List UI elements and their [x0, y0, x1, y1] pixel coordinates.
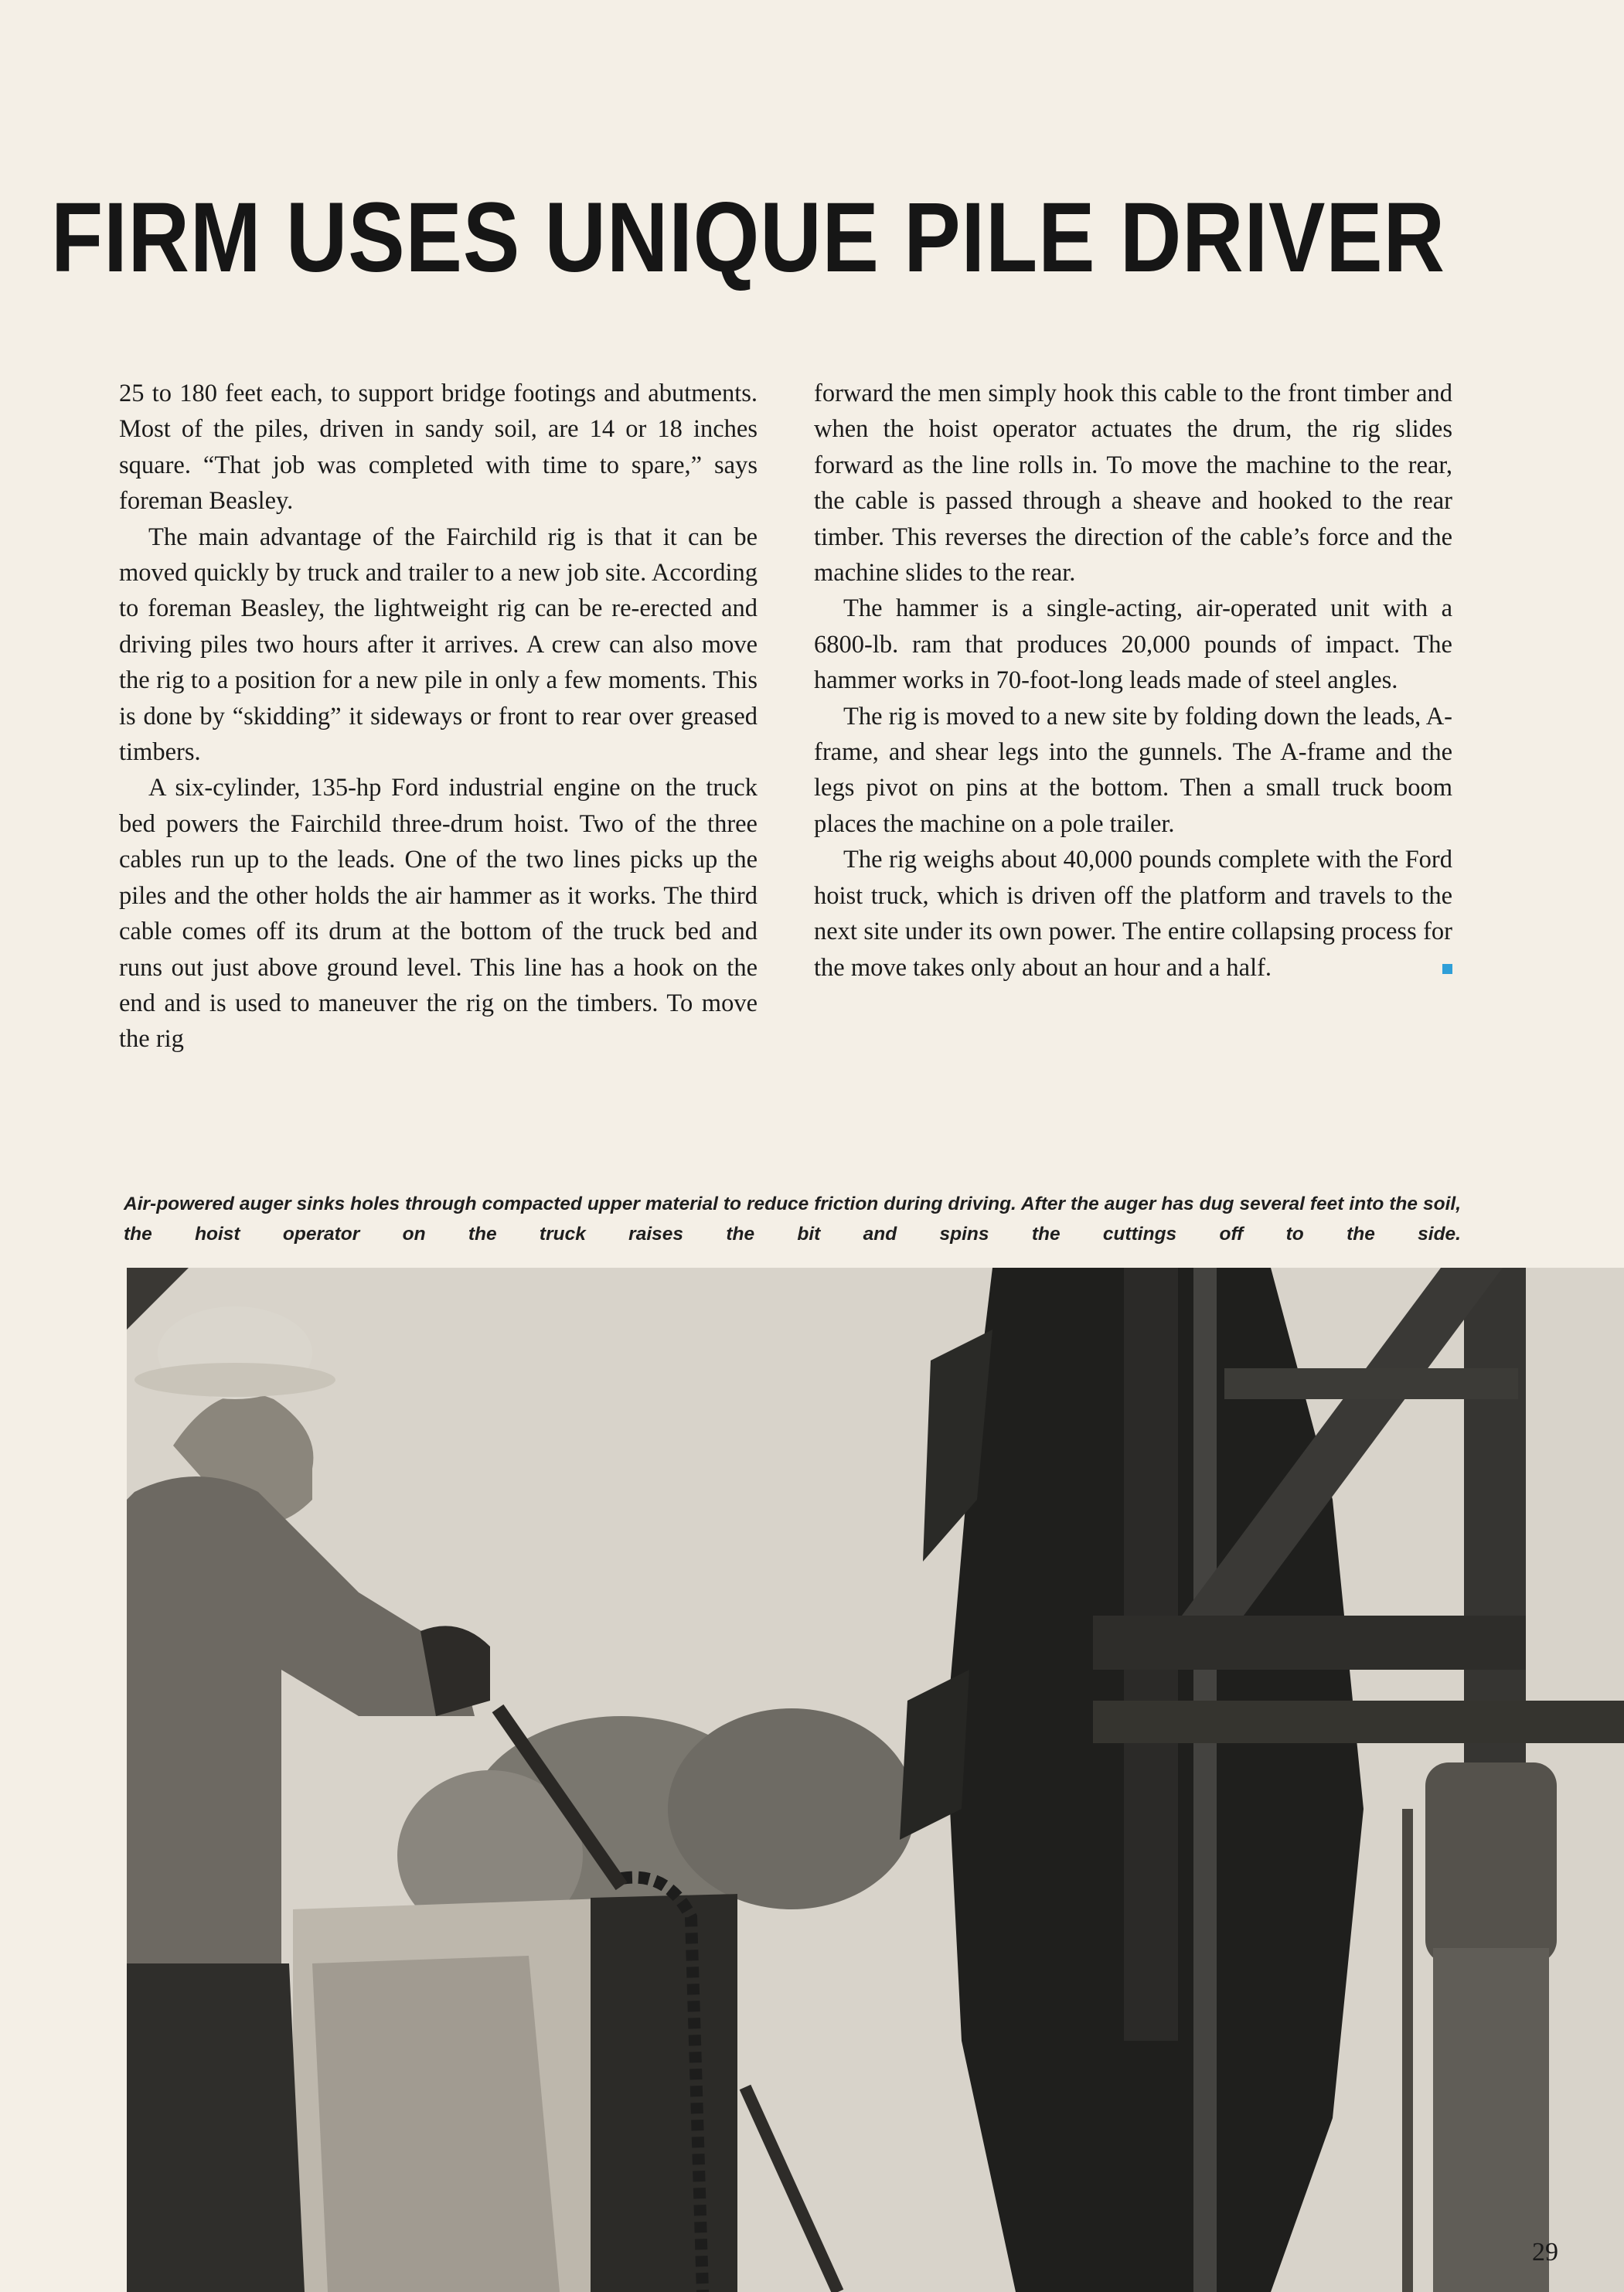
- paragraph-last: [814, 842, 1452, 986]
- paragraph: The rig is moved to a new site by folding down the leads, A-frame, and shear legs into the gunnels. The A-frame and the legs pivot on pins at the bottom. Then a small truck boom places the machine on a pole trailer.: [814, 702, 1452, 838]
- photo-pile-driver-worker: [127, 1268, 1624, 2292]
- paragraph: forward the men simply hook this cable to the front timber and when the hoist operator actuates the drum, the rig slides forward as the line rolls in. To move the machine to the rear, the cable is passed through a sheave and hooked to the rear timber. This reverses the direction of the cable’s force and the machine slides to the rear.: [814, 380, 1452, 587]
- paragraph: The hammer is a single-acting, air-operated unit with a 6800-lb. ram that produces 20,000 pounds of impact. The hammer works in 70-foot-long leads made of steel angles.: [814, 594, 1452, 695]
- headline: FIRM USES UNIQUE PILE DRIVER: [51, 182, 1445, 293]
- end-of-article-mark: [1442, 964, 1452, 974]
- paragraph: A six-cylinder, 135-hp Ford industrial engine on the truck bed powers the Fairchild three-drum hoist. Two of the three cables run up to the leads. One of the two lines picks up the piles and the other holds the air hammer as it works. The third cable comes off its drum at the bottom of the truck bed and runs out just above ground level. This line has a hook on the end and is used to maneuver the rig on the timbers. To move the rig: [119, 774, 758, 1054]
- left-text-column: [119, 376, 758, 1057]
- paragraph: The main advantage of the Fairchild rig is that it can be moved quickly by truck and trailer to a new job site. According to foreman Beasley, the lightweight rig can be re-erected and driving piles two hours after it arrives. A crew can also move the rig to a position for a new pile in only a few moments. This is done by “skidding” it sideways or front to rear over greased timbers.: [119, 523, 758, 767]
- paragraph: 25 to 180 feet each, to support bridge footings and abutments. Most of the piles, driven in sandy soil, are 14 or 18 inches square. “That job was completed with time to spare,” says foreman Beasley.: [119, 380, 758, 516]
- paragraph-text: The rig weighs about 40,000 pounds complete with the Ford hoist truck, which is driven off the platform and travels to the next site under its own power. The entire collapsing process for the move takes only about an hour and a half.: [814, 846, 1452, 982]
- page-number: 29: [1532, 2238, 1558, 2266]
- photo-caption: Air-powered auger sinks holes through compacted upper material to reduce friction during driving. After the auger has dug several feet into the soil, the hoist operator on the truck raises the bit and spins the cuttings off to the side.: [124, 1194, 1461, 1245]
- right-text-column: [814, 376, 1452, 986]
- photo-illustration: [127, 1268, 1624, 2292]
